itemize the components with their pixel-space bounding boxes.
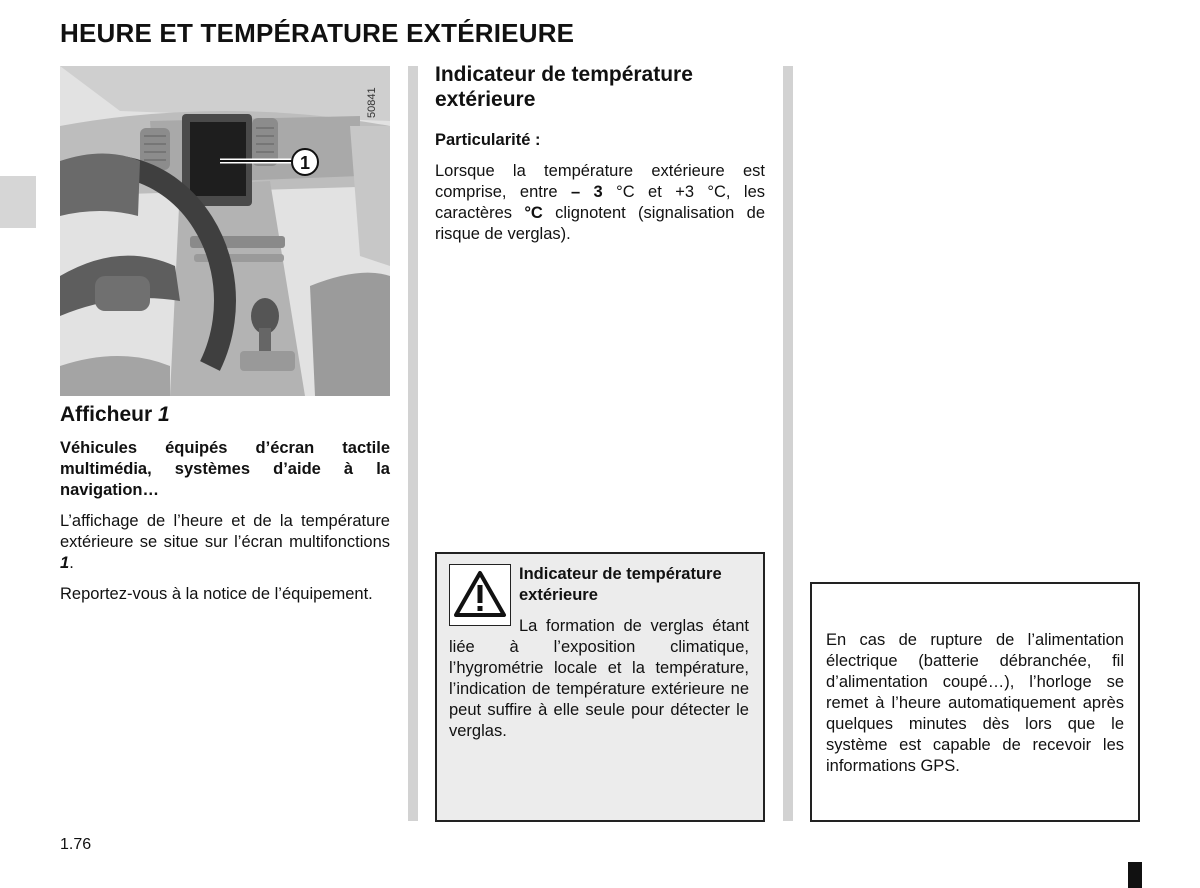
afficheur-paragraph-2: Reportez-vous à la notice de l’équipement.	[60, 585, 373, 603]
page-title: HEURE ET TEMPÉRATURE EXTÉRIEURE	[60, 18, 575, 48]
indicateur-paragraph: Lorsque la température extérieure est comprise, entre – 3 °C et +3 °C, les caractères °C clignotent (signalisation de risque de verglas).	[435, 162, 766, 243]
afficheur-paragraph: L’affichage de l’heure et de la température extérieure se situe sur l’écran multifonctions 1.	[60, 512, 390, 572]
chapter-tab	[0, 176, 36, 228]
column-separator	[408, 66, 418, 821]
info-box	[810, 582, 1140, 822]
indicateur-heading: Indicateur de température extérieure	[435, 63, 693, 111]
figure-reference: 50841	[366, 87, 378, 119]
page-number: 1.76	[60, 836, 92, 853]
info-text: En cas de rupture de l’alimentation électrique (batterie débranchée, fil d’alimentation coupé…), l’horloge se remet à l’heure automatiquement après quelques minutes dès lors que le système est capable de recevoir les informations GPS.	[826, 631, 1124, 775]
afficheur-intro: Véhicules équipés d’écran tactile multimédia, systèmes d’aide à la navigation…	[60, 439, 390, 499]
afficheur-heading: Afficheur 1	[60, 403, 170, 426]
warning-title: Indicateur de température extérieure	[519, 565, 722, 604]
warning-text: La formation de verglas étant liée à l’exposition climatique, l’hygrométrie locale et la température, l’indication de température extérieure ne peut suffire à elle seule pour détecter le verglas.	[449, 617, 749, 740]
indicateur-section	[435, 62, 765, 255]
page-edge-mark	[1128, 862, 1142, 888]
particularite-label: Particularité :	[435, 131, 541, 149]
figure-callout: 1	[299, 153, 311, 173]
afficheur-section	[60, 402, 390, 615]
warning-triangle-icon	[449, 564, 511, 626]
dashboard-illustration	[60, 66, 390, 396]
warning-box	[435, 552, 765, 822]
column-separator	[783, 66, 793, 821]
